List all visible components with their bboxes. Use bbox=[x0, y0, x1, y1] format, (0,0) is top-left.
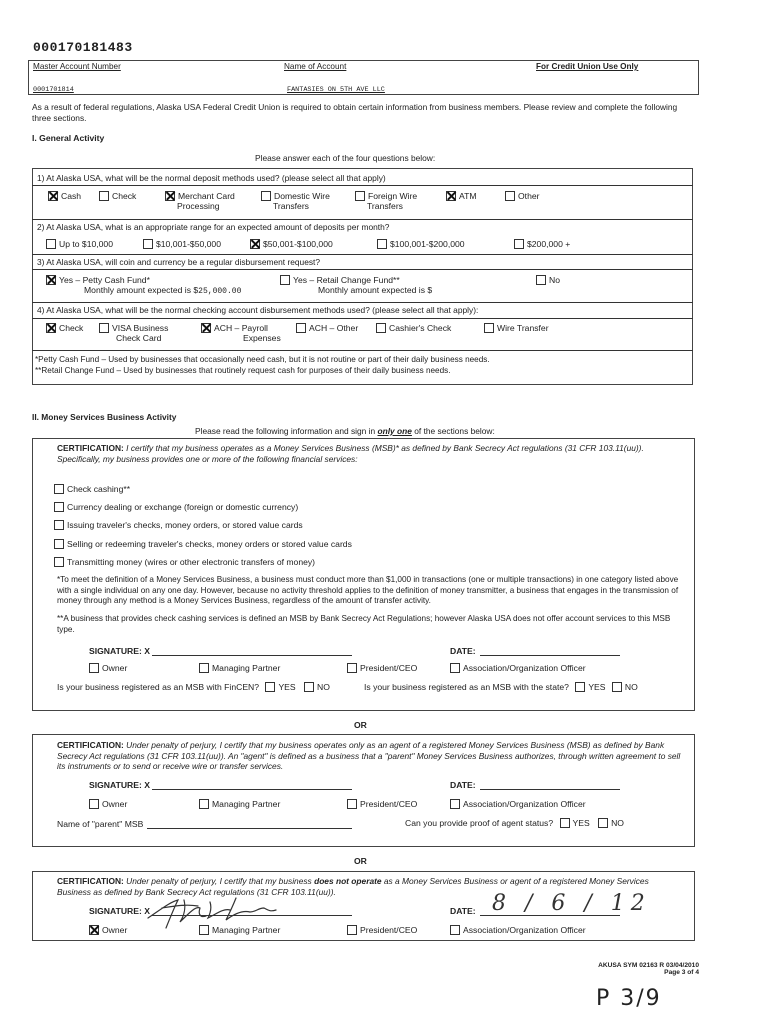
signature-line-2[interactable] bbox=[152, 789, 352, 790]
date-label-3: DATE: bbox=[450, 906, 476, 916]
divider bbox=[32, 185, 693, 186]
checkbox[interactable] bbox=[377, 239, 387, 249]
msb-certification-text: CERTIFICATION: I certify that my business operates as a Money Services Business (MSB)* as defined by Bank Secrecy Act regulations (31 CFR 103.11(uu)). Specifically, my business provides one or more of the following financial services: bbox=[57, 443, 644, 464]
checkbox[interactable] bbox=[261, 191, 271, 201]
checkbox-checked[interactable] bbox=[165, 191, 175, 201]
check-cashing-note: **A business that provides check cashing services is defined an MSB by Bank Secrecy Act Regulations; however Alaska USA does not offer account services to this MSB type. bbox=[57, 614, 671, 634]
fincen-question: Is your business registered as an MSB with FinCEN? YES NO bbox=[57, 682, 330, 692]
divider bbox=[32, 219, 693, 220]
service-transmitting[interactable]: Transmitting money (wires or other electronic transfers of money) bbox=[54, 557, 315, 567]
q4-option-ach-other[interactable]: ACH – Other bbox=[296, 323, 358, 333]
q4-option-ach-payroll[interactable]: ACH – Payroll Expenses bbox=[201, 323, 281, 343]
role-president-2[interactable]: President/CEO bbox=[347, 799, 417, 809]
signature-label: SIGNATURE: X bbox=[89, 646, 150, 656]
role-managing-partner-3[interactable]: Managing Partner bbox=[199, 925, 280, 935]
divider bbox=[32, 269, 693, 270]
checkbox[interactable] bbox=[143, 239, 153, 249]
date-label: DATE: bbox=[450, 646, 476, 656]
checkbox[interactable] bbox=[54, 539, 64, 549]
checkbox[interactable] bbox=[54, 502, 64, 512]
handwritten-date: 8 / 6 / 12 bbox=[492, 891, 651, 916]
checkbox-checked[interactable] bbox=[89, 925, 99, 935]
checkbox-checked[interactable] bbox=[446, 191, 456, 201]
q1-option-merchant-card[interactable]: Merchant Card Processing bbox=[165, 191, 235, 211]
q2-option-1[interactable]: Up to $10,000 bbox=[46, 239, 113, 249]
q2-option-5[interactable]: $200,000 + bbox=[514, 239, 570, 249]
checkbox-checked[interactable] bbox=[46, 275, 56, 285]
date-line-2[interactable] bbox=[480, 789, 620, 790]
q2-option-2[interactable]: $10,001-$50,000 bbox=[143, 239, 221, 249]
date-label-2: DATE: bbox=[450, 780, 476, 790]
section-1-instruction: Please answer each of the four questions below: bbox=[255, 153, 436, 163]
checkbox[interactable] bbox=[347, 925, 357, 935]
q3-option-retail-change[interactable]: Yes – Retail Change Fund** Monthly amount expected is $ bbox=[280, 275, 432, 295]
petty-cash-amount: 25,000.00 bbox=[198, 287, 242, 296]
service-selling-redeeming[interactable]: Selling or redeeming traveler's checks, money orders or stored value cards bbox=[54, 539, 352, 549]
q1-option-other[interactable]: Other bbox=[505, 191, 540, 201]
checkbox[interactable] bbox=[536, 275, 546, 285]
checkbox[interactable] bbox=[99, 323, 109, 333]
intro-text: As a result of federal regulations, Alaska USA Federal Credit Union is required to obtain certain information from business members. Please review and complete the following three sections. bbox=[32, 102, 678, 123]
checkbox[interactable] bbox=[280, 275, 290, 285]
form-id: AKUSA SYM 02163 R 03/04/2010 Page 3 of 4 bbox=[584, 962, 699, 976]
header-value-row bbox=[28, 73, 699, 95]
role-owner-3[interactable]: Owner bbox=[89, 925, 127, 935]
page-number: Page 3 of 4 bbox=[664, 969, 699, 976]
signature-line[interactable] bbox=[152, 655, 352, 656]
checkbox[interactable] bbox=[355, 191, 365, 201]
service-check-cashing[interactable]: Check cashing** bbox=[54, 484, 130, 494]
q3-option-petty-cash[interactable]: Yes – Petty Cash Fund* Monthly amount expected is $25,000.00 bbox=[46, 275, 241, 296]
checkbox[interactable] bbox=[54, 557, 64, 567]
fincen-yes-checkbox[interactable] bbox=[265, 682, 275, 692]
q3-option-no[interactable]: No bbox=[536, 275, 560, 285]
header-label-row bbox=[28, 60, 699, 73]
service-issuing-checks[interactable]: Issuing traveler's checks, money orders, or stored value cards bbox=[54, 520, 303, 530]
checkbox[interactable] bbox=[54, 520, 64, 530]
fincen-no-checkbox[interactable] bbox=[304, 682, 314, 692]
checkbox-checked[interactable] bbox=[250, 239, 260, 249]
checkbox-checked[interactable] bbox=[201, 323, 211, 333]
role-president[interactable]: President/CEO bbox=[347, 663, 417, 673]
state-question: Is your business registered as an MSB with the state? YES NO bbox=[364, 682, 638, 692]
checkbox[interactable] bbox=[199, 663, 209, 673]
checkbox[interactable] bbox=[46, 239, 56, 249]
signature-label-2: SIGNATURE: X bbox=[89, 780, 150, 790]
checkbox[interactable] bbox=[484, 323, 494, 333]
checkbox[interactable] bbox=[199, 799, 209, 809]
checkbox[interactable] bbox=[450, 925, 460, 935]
service-currency-exchange[interactable]: Currency dealing or exchange (foreign or domestic currency) bbox=[54, 502, 298, 512]
footnotes bbox=[35, 355, 690, 376]
q1-option-cash[interactable]: Cash bbox=[48, 191, 81, 201]
msb-definition-note: *To meet the definition of a Money Services Business, a business must conduct more than $1,000 in transactions (one or multiple transactions) in one category listed above with a single individual on any one day. However, because no activity threshold applies to the definition of money transmitter, a business that engages in the transmission of money through any method is a Money Services Business, regardless of the amount of transfer activity. bbox=[57, 575, 679, 605]
signature-label-3: SIGNATURE: X bbox=[89, 906, 150, 916]
role-officer-2[interactable]: Association/Organization Officer bbox=[450, 799, 586, 809]
q4-option-cashiers-check[interactable]: Cashier's Check bbox=[376, 323, 451, 333]
checkbox[interactable] bbox=[99, 191, 109, 201]
q1-option-domestic-wire[interactable]: Domestic Wire Transfers bbox=[261, 191, 330, 211]
question-3: 3) At Alaska USA, will coin and currency be a regular disbursement request? bbox=[37, 257, 321, 267]
footnote-petty-cash: *Petty Cash Fund – Used by businesses that occasionally need cash, but it is not routine or part of their daily business needs. bbox=[35, 355, 490, 364]
checkbox[interactable] bbox=[89, 799, 99, 809]
checkbox[interactable] bbox=[514, 239, 524, 249]
checkbox[interactable] bbox=[505, 191, 515, 201]
q4-option-check[interactable]: Check bbox=[46, 323, 83, 333]
agent-certification-text: CERTIFICATION: Under penalty of perjury, I certify that my business operates only as an agent of a registered Money Services Business (MSB) as defined by Bank Secrecy Act regulations (31 CFR 103.11(uu)). An "agent" is defined as a business that a "parent" Money Services Business authorizes, through written agreement to sell its instruments or to send or receive wire or transfer services. bbox=[57, 740, 681, 771]
question-2: 2) At Alaska USA, what is an appropriate range for an expected amount of deposits per month? bbox=[37, 222, 390, 232]
role-president-3[interactable]: President/CEO bbox=[347, 925, 417, 935]
checkbox[interactable] bbox=[54, 484, 64, 494]
checkbox[interactable] bbox=[89, 663, 99, 673]
checkbox-checked[interactable] bbox=[48, 191, 58, 201]
question-1: 1) At Alaska USA, what will be the normal deposit methods used? (please select all that apply) bbox=[37, 173, 386, 183]
section-2-title: II. Money Services Business Activity bbox=[32, 412, 177, 422]
role-owner-2[interactable]: Owner bbox=[89, 799, 127, 809]
or-separator: OR bbox=[354, 720, 367, 730]
divider bbox=[32, 254, 693, 255]
divider bbox=[32, 302, 693, 303]
q4-option-visa[interactable]: VISA Business Check Card bbox=[99, 323, 168, 343]
non-msb-certification-text: CERTIFICATION: Under penalty of perjury, I certify that my business does not operate as a Money Services Business or agent of a registered Money Services Business as defined by Bank Secrecy Act regulations (31 CFR 103.11(uu)). bbox=[57, 876, 649, 897]
divider bbox=[32, 318, 693, 319]
checkbox[interactable] bbox=[199, 925, 209, 935]
document-number: 000170181483 bbox=[33, 40, 133, 55]
q1-option-check[interactable]: Check bbox=[99, 191, 136, 201]
account-name-label: Name of Account bbox=[284, 62, 347, 71]
section-2-instruction: Please read the following information and sign in only one of the sections below: bbox=[195, 426, 495, 436]
role-managing-partner-2[interactable]: Managing Partner bbox=[199, 799, 280, 809]
role-officer-3[interactable]: Association/Organization Officer bbox=[450, 925, 586, 935]
q1-option-foreign-wire[interactable]: Foreign Wire Transfers bbox=[355, 191, 417, 211]
account-name-value: FANTASIES ON 5TH AVE LLC bbox=[287, 86, 385, 94]
checkbox[interactable] bbox=[450, 663, 460, 673]
divider bbox=[32, 350, 693, 351]
proof-yes-checkbox[interactable] bbox=[560, 818, 570, 828]
role-managing-partner[interactable]: Managing Partner bbox=[199, 663, 280, 673]
q4-option-wire[interactable]: Wire Transfer bbox=[484, 323, 549, 333]
checkbox[interactable] bbox=[347, 663, 357, 673]
parent-msb-label: Name of "parent" MSB bbox=[57, 819, 144, 829]
proof-no-checkbox[interactable] bbox=[598, 818, 608, 828]
checkbox[interactable] bbox=[347, 799, 357, 809]
handwritten-page-note: P 3/9 bbox=[596, 986, 662, 1011]
role-owner[interactable]: Owner bbox=[89, 663, 127, 673]
q1-option-atm[interactable]: ATM bbox=[446, 191, 477, 201]
credit-union-use-label: For Credit Union Use Only bbox=[536, 62, 639, 71]
footnote-retail-change: **Retail Change Fund – Used by businesses that routinely request cash for purposes of their daily business needs. bbox=[35, 365, 451, 375]
parent-msb-line[interactable] bbox=[147, 828, 352, 829]
state-no-checkbox[interactable] bbox=[612, 682, 622, 692]
proof-question: Can you provide proof of agent status? YES NO bbox=[405, 818, 624, 828]
state-yes-checkbox[interactable] bbox=[575, 682, 585, 692]
master-account-label: Master Account Number bbox=[33, 62, 121, 71]
checkbox[interactable] bbox=[376, 323, 386, 333]
q2-option-4[interactable]: $100,001-$200,000 bbox=[377, 239, 465, 249]
date-line[interactable] bbox=[480, 655, 620, 656]
account-number-value: 0001701814 bbox=[33, 86, 74, 94]
checkbox[interactable] bbox=[450, 799, 460, 809]
q2-option-3[interactable]: $50,001-$100,000 bbox=[250, 239, 333, 249]
section-1-title: I. General Activity bbox=[32, 133, 105, 143]
checkbox-checked[interactable] bbox=[46, 323, 56, 333]
question-4: 4) At Alaska USA, what will be the normal checking account disbursement methods used? (please select all that apply): bbox=[37, 305, 479, 315]
or-separator-2: OR bbox=[354, 856, 367, 866]
checkbox[interactable] bbox=[296, 323, 306, 333]
role-officer[interactable]: Association/Organization Officer bbox=[450, 663, 586, 673]
